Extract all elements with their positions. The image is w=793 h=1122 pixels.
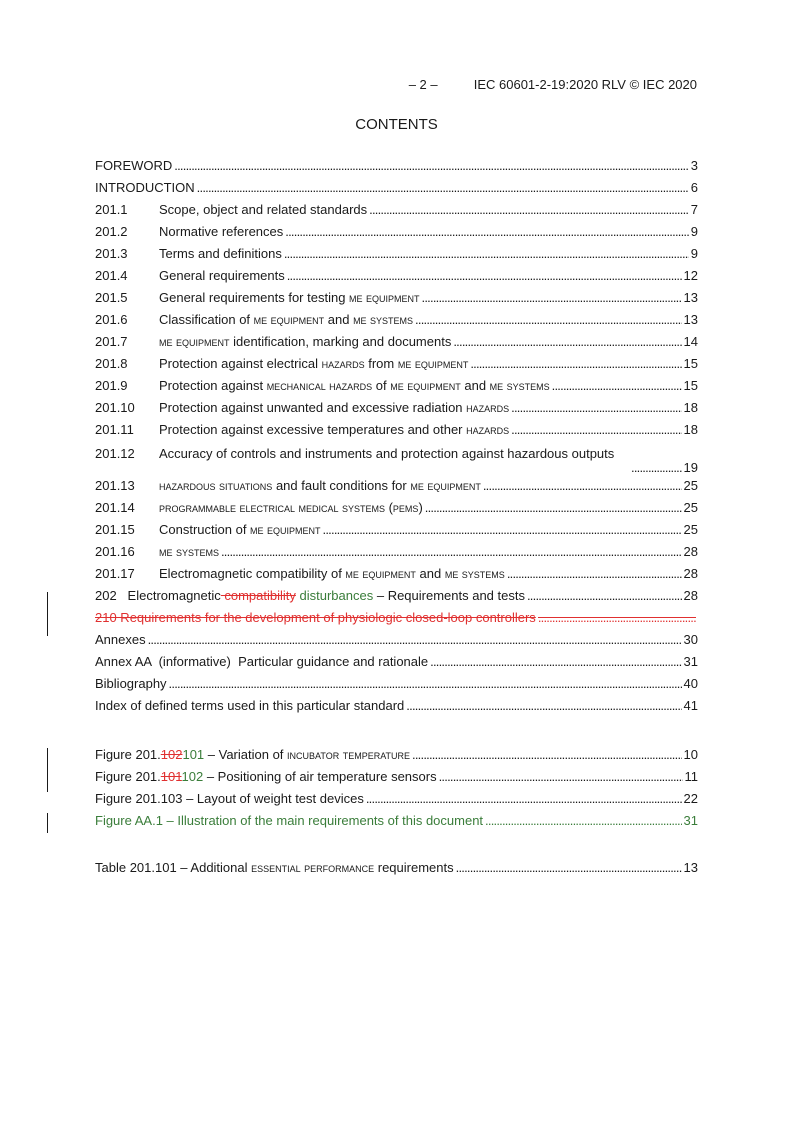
figure-list xyxy=(95,744,698,832)
toc-entry-201-1[interactable]: 201.1 Scope, object and related standards . . . 7 xyxy=(95,199,698,221)
toc-entry-index[interactable]: Index of defined terms used in this particular standard . . . 41 xyxy=(95,695,698,717)
deleted-text: 101 xyxy=(160,769,182,784)
toc-entry-201-9[interactable]: 201.9 Protection against mechanical hazards of me equipment and me systems . . . 15 xyxy=(95,375,698,397)
toc-entry-201-15[interactable]: 201.15 Construction of me equipment . . . 25 xyxy=(95,519,698,541)
standard-id: IEC 60601-2-19:2020 RLV © IEC 2020 xyxy=(473,77,697,92)
toc-entry-annex-aa[interactable]: Annex AA (informative) Particular guidance and rationale . . . 31 xyxy=(95,651,698,673)
toc-list xyxy=(95,155,698,717)
toc-entry-201-2[interactable]: 201.2 Normative references . . . 9 xyxy=(95,221,698,243)
toc-entry-201-3[interactable]: 201.3 Terms and definitions . . . 9 xyxy=(95,243,698,265)
change-bar xyxy=(47,592,48,636)
toc-entry-201-11[interactable]: 201.11 Protection against excessive temperatures and other hazards . . . 18 xyxy=(95,419,698,441)
toc-entry-201-12[interactable]: 201.12 Accuracy of controls and instruments and protection against hazardous outputs . . . 19 xyxy=(95,441,698,475)
toc-entry-bibliography[interactable]: Bibliography . . . 40 xyxy=(95,673,698,695)
toc-entry-introduction[interactable]: INTRODUCTION . . . 6 xyxy=(95,177,698,199)
toc-entry-foreword[interactable]: FOREWORD . . . 3 xyxy=(95,155,698,177)
figure-entry-aa-1-inserted[interactable]: Figure AA.1 – Illustration of the main requirements of this document . . . 31 xyxy=(95,810,698,832)
toc-entry-201-4[interactable]: 201.4 General requirements . . . 12 xyxy=(95,265,698,287)
toc-entry-201-16[interactable]: 201.16 me systems . . . 28 xyxy=(95,541,698,563)
figure-entry-201-103[interactable]: Figure 201.103 – Layout of weight test devices . . . 22 xyxy=(95,788,698,810)
figure-entry-201-101[interactable]: Figure 201.102101 – Variation of incubator temperature . . . 10 xyxy=(95,744,698,766)
toc-entry-201-17[interactable]: 201.17 Electromagnetic compatibility of me equipment and me systems . . . 28 xyxy=(95,563,698,585)
toc-entry-annexes[interactable]: Annexes . . . 30 xyxy=(95,629,698,651)
page-title: CONTENTS xyxy=(355,116,438,133)
table-list xyxy=(95,857,698,879)
figure-entry-201-102[interactable]: Figure 201.101102 – Positioning of air temperature sensors . . . 11 xyxy=(95,766,698,788)
inserted-text: 102 xyxy=(181,769,204,784)
toc-entry-210-deleted: 210 Requirements for the development of physiologic closed-loop controllers . . . xyxy=(95,607,698,629)
page-header xyxy=(409,77,697,92)
inserted-text: disturbances xyxy=(295,588,374,603)
deleted-text: 102 xyxy=(160,747,183,762)
toc-entry-201-10[interactable]: 201.10 Protection against unwanted and excessive radiation hazards . . . 18 xyxy=(95,397,698,419)
toc-entry-201-13[interactable]: 201.13 hazardous situations and fault conditions for me equipment . . . 25 xyxy=(95,475,698,497)
toc-entry-201-7[interactable]: 201.7 me equipment identification, marking and documents . . . 14 xyxy=(95,331,698,353)
change-bar xyxy=(47,748,48,792)
table-entry-201-101[interactable]: Table 201.101 – Additional essential performance requirements . . . 13 xyxy=(95,857,698,879)
inserted-text: 101 xyxy=(182,747,205,762)
deleted-text: compatibility xyxy=(220,588,296,603)
change-bar xyxy=(47,813,48,833)
toc-entry-202[interactable]: 202 Electromagnetic compatibility disturbances – Requirements and tests . . . 28 xyxy=(95,585,698,607)
toc-entry-201-5[interactable]: 201.5 General requirements for testing me equipment . . . 13 xyxy=(95,287,698,309)
toc-entry-201-8[interactable]: 201.8 Protection against electrical hazards from me equipment . . . 15 xyxy=(95,353,698,375)
page-number: – 2 – xyxy=(408,77,438,92)
toc-entry-201-14[interactable]: 201.14 programmable electrical medical systems (pems) . . . 25 xyxy=(95,497,698,519)
toc-entry-201-6[interactable]: 201.6 Classification of me equipment and me systems . . . 13 xyxy=(95,309,698,331)
